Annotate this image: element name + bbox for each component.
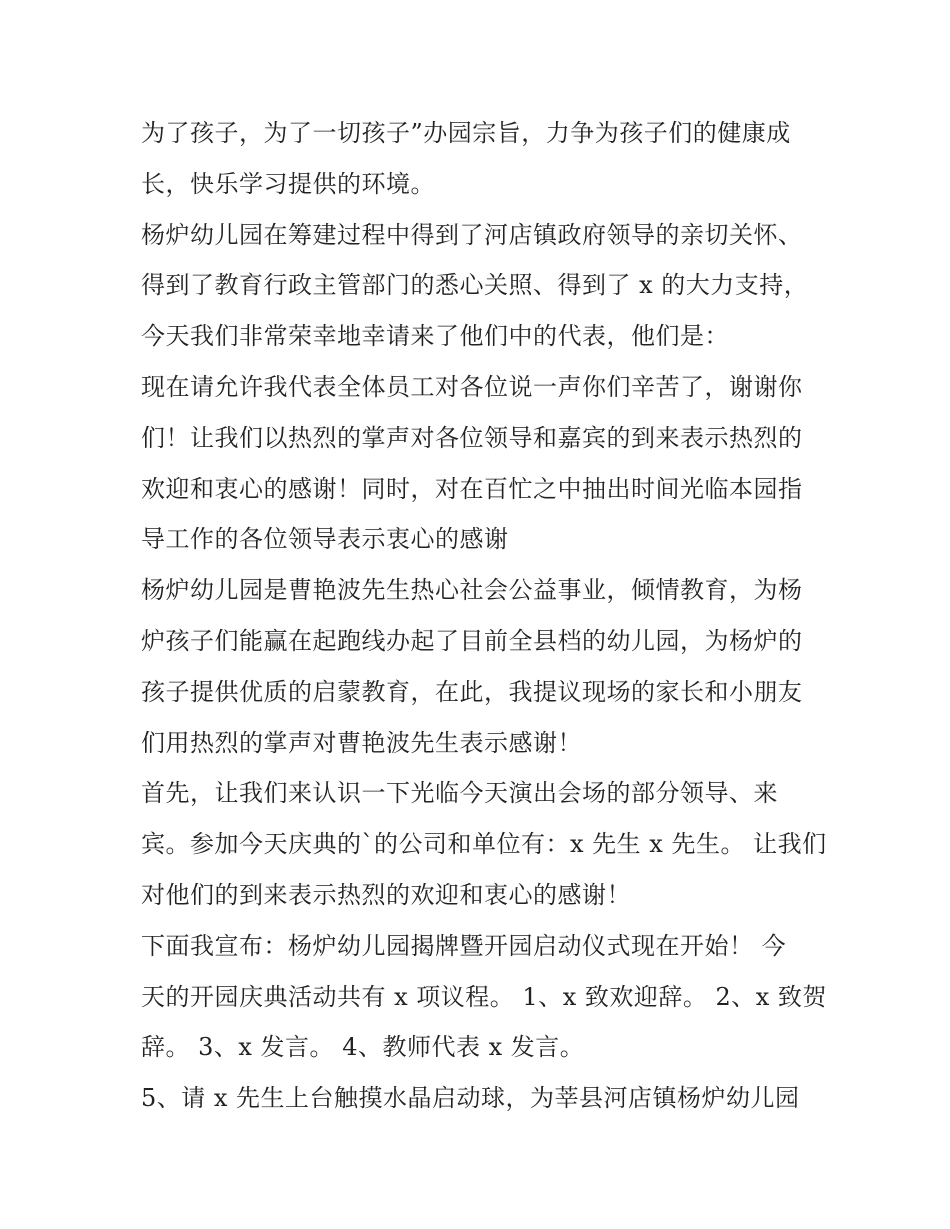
text-line: 们用热烈的掌声对曹艳波先生表示感谢！ (141, 728, 582, 757)
text-line: 首先，让我们来认识一下光临今天演出会场的部分领导、来 (141, 779, 778, 808)
text-line: 下面我宣布：杨炉幼儿园揭牌暨开园启动仪式现在开始！ 今 (141, 931, 787, 960)
text-line: 杨炉幼儿园是曹艳波先生热心社会公益事业，倾情教育，为杨 (141, 576, 803, 605)
text-line: 对他们的到来表示热烈的欢迎和衷心的感谢！ (141, 880, 631, 909)
text-line: 杨炉幼儿园在筹建过程中得到了河店镇政府领导的亲切关怀、 (141, 220, 803, 249)
text-line: 欢迎和衷心的感谢！同时，对在百忙之中抽出时间光临本园指 (141, 474, 803, 503)
text-line: 长，快乐学习提供的环境。 (141, 169, 435, 198)
text-line: 辞。 3、x 发言。 4、教师代表 x 发言。 (141, 1033, 585, 1062)
text-line: 天的开园庆典活动共有 x 项议程。 1、x 致欢迎辞。 2、x 致贺 (141, 982, 827, 1011)
text-line: 5、请 x 先生上台触摸水晶启动球，为莘县河店镇杨炉幼儿园 (141, 1084, 800, 1113)
text-line: 们！让我们以热烈的掌声对各位领导和嘉宾的到来表示热烈的 (141, 423, 803, 452)
text-line: 孩子提供优质的启蒙教育，在此，我提议现场的家长和小朋友 (141, 677, 803, 706)
text-line: 得到了教育行政主管部门的悉心关照、得到了 x 的大力支持， (141, 271, 809, 300)
text-line: 现在请允许我代表全体员工对各位说一声你们辛苦了，谢谢你 (141, 372, 803, 401)
text-line: 导工作的各位领导表示衷心的感谢 (141, 525, 509, 554)
text-line: 今天我们非常荣幸地幸请来了他们中的代表，他们是： (141, 322, 729, 351)
text-line: 为了孩子，为了一切孩子”办园宗旨，力争为孩子们的健康成 (141, 119, 791, 147)
document-body (141, 108, 827, 1124)
text-line: 炉孩子们能赢在起跑线办起了目前全县档的幼儿园，为杨炉的 (141, 626, 803, 655)
text-line: 宾。参加今天庆典的`的公司和单位有：x 先生 x 先生。 让我们 (141, 830, 827, 859)
